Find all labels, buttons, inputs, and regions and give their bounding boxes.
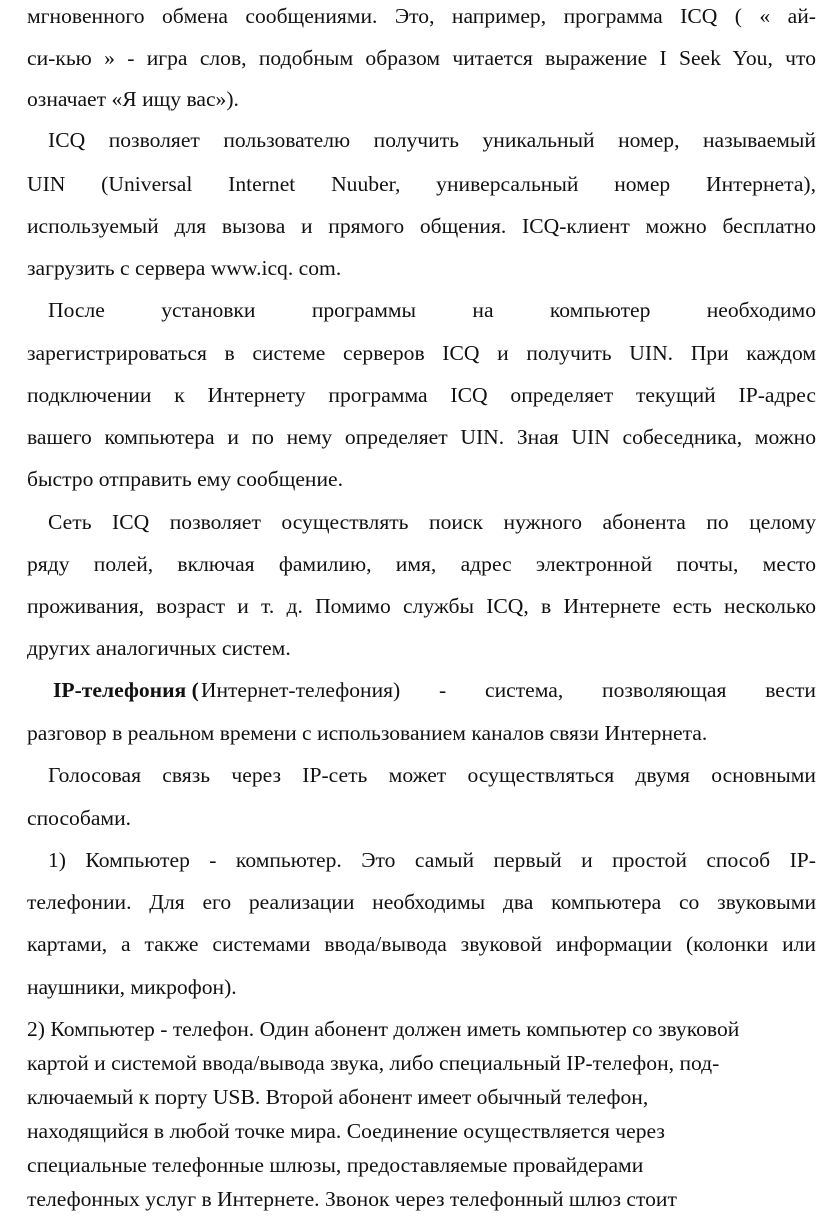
text-line: загрузить с сервера www.icq. com. xyxy=(27,256,342,280)
text-line: 1) Компьютер - компьютер. Это самый первый и простой способ IP- xyxy=(48,848,816,872)
text-line: быстро отправить ему сообщение. xyxy=(27,467,344,491)
text-line: После установки программы на компьютер необходимо xyxy=(48,298,816,322)
text-line: Голосовая связь через IP-сеть может осуществляться двумя основными xyxy=(48,763,816,787)
text-line: разговор в реальном времени с использованием каналов связи Интернета. xyxy=(27,721,708,745)
text-line: зарегистрироваться в системе серверов ICQ и получить UIN. При каждом xyxy=(27,341,816,365)
text-line: Интернет-телефония) - система, позволяющая вести xyxy=(200,678,816,702)
term-label: IP-телефония ( xyxy=(53,678,199,702)
text-line: картой и системой ввода/вывода звука, либо специальный IP-телефон, под- xyxy=(27,1051,720,1075)
text-line: 2) Компьютер - телефон. Один абонент должен иметь компьютер со звуковой xyxy=(27,1017,740,1041)
text-line: картами, а также системами ввода/вывода звуковой информации (колонки или xyxy=(27,932,816,956)
text-line: вашего компьютера и по нему определяет UIN. Зная UIN собеседника, можно xyxy=(27,425,816,449)
text-line: UIN (Universal Internet Nuuber, универсальный номер Интернета), xyxy=(27,172,816,196)
text-line: специальные телефонные шлюзы, предоставляемые провайдерами xyxy=(27,1153,644,1177)
text-line: находящийся в любой точке мира. Соединение осуществляется через xyxy=(27,1119,665,1143)
text-line: ключаемый к порту USB. Второй абонент имеет обычный телефон, xyxy=(27,1085,649,1109)
text-line: телефонии. Для его реализации необходимы два компьютера со звуковыми xyxy=(27,890,816,914)
definition-line xyxy=(53,680,816,702)
text-line: телефонных услуг в Интернете. Звонок через телефонный шлюз стоит xyxy=(27,1187,677,1211)
text-line: ряду полей, включая фамилию, имя, адрес электронной почты, место xyxy=(27,552,816,576)
text-line: наушники, микрофон). xyxy=(27,975,237,999)
text-line: подключении к Интернету программа ICQ определяет текущий IP-адрес xyxy=(27,383,816,407)
text-line: способами. xyxy=(27,806,132,830)
text-line: си-кью » - игра слов, подобным образом читается выражение I Seek You, что xyxy=(27,46,816,70)
text-line: Сеть ICQ позволяет осуществлять поиск нужного абонента по целому xyxy=(48,510,816,534)
text-line: проживания, возраст и т. д. Помимо службы ICQ, в Интернете есть несколько xyxy=(27,594,816,618)
text-line: означает «Я ищу вас»). xyxy=(27,87,239,111)
text-line: мгновенного обмена сообщениями. Это, например, программа ICQ ( « ай- xyxy=(27,4,816,28)
text-line: используемый для вызова и прямого общения. ICQ-клиент можно бесплатно xyxy=(27,214,816,238)
text-line: ICQ позволяет пользователю получить уникальный номер, называемый xyxy=(48,128,816,152)
text-line: других аналогичных систем. xyxy=(27,636,291,660)
